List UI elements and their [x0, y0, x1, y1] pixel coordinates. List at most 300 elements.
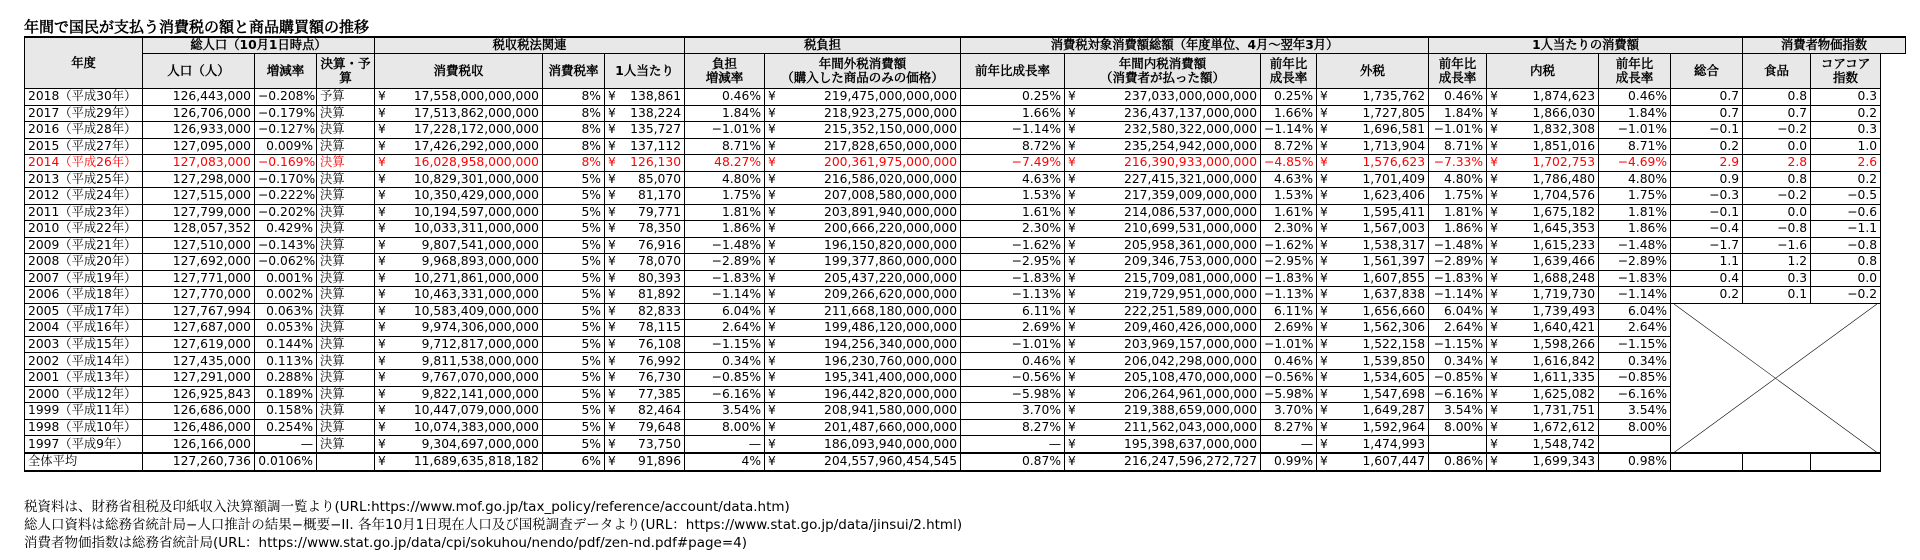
cell-exclusive-consumption	[765, 105, 961, 122]
cell-per-capita-exclusive-growth: 0.86%	[1429, 453, 1487, 471]
cell-per-capita-exclusive	[1317, 369, 1429, 386]
yen-symbol: ¥	[378, 89, 386, 104]
cell-value: 215,709,081,000,000	[1124, 270, 1258, 285]
cell-per-capita	[605, 436, 685, 453]
yen-symbol: ¥	[768, 403, 776, 418]
cell-exclusive-growth: 1.66%	[961, 105, 1065, 122]
yen-symbol: ¥	[1068, 320, 1076, 335]
cell-value: 17,513,862,000,000	[413, 105, 539, 120]
cell-burden-rate: 3.54%	[685, 403, 765, 420]
cell-cpi-food: 0.0	[1743, 204, 1811, 221]
table-row	[25, 188, 1906, 205]
cell-tax-rate: 5%	[543, 353, 605, 370]
cell-inclusive-growth: 1.66%	[1261, 105, 1317, 122]
cell-inclusive-growth: —	[1261, 436, 1317, 453]
cell-per-capita	[605, 155, 685, 172]
cell-tax-rate: 5%	[543, 419, 605, 436]
cell-inclusive-consumption	[1065, 287, 1261, 304]
yen-symbol: ¥	[1490, 370, 1498, 385]
cell-year: 2005（平成17年）	[25, 303, 143, 320]
cell-value: 10,350,429,000,000	[413, 188, 539, 203]
cell-per-capita	[605, 221, 685, 238]
cell-exclusive-consumption	[765, 122, 961, 139]
yen-symbol: ¥	[378, 320, 386, 335]
cell-inclusive-growth: 8.27%	[1261, 419, 1317, 436]
yen-symbol: ¥	[1490, 122, 1498, 137]
cell-cpi-total: 0.9	[1671, 171, 1743, 188]
cell-per-capita-exclusive-growth: 1.84%	[1429, 105, 1487, 122]
cell-per-capita	[605, 237, 685, 254]
cell-value: 1,539,850	[1362, 353, 1426, 368]
yen-symbol: ¥	[1068, 89, 1076, 104]
cell-tax-revenue	[375, 237, 543, 254]
cell-burden-rate: 0.46%	[685, 89, 765, 106]
cell-value: 1,656,660	[1362, 303, 1426, 318]
cell-inclusive-growth: 0.25%	[1261, 89, 1317, 106]
cell-value: 1,739,493	[1532, 303, 1596, 318]
cell-per-capita	[605, 287, 685, 304]
cell-per-capita-inclusive	[1487, 188, 1599, 205]
cell-population-rate: 0.254%	[255, 419, 317, 436]
cell-per-capita-exclusive-growth: −7.33%	[1429, 155, 1487, 172]
cell-exclusive-growth: 1.53%	[961, 188, 1065, 205]
cell-value: 10,583,409,000,000	[413, 303, 539, 318]
yen-symbol: ¥	[1490, 155, 1498, 170]
cell-inclusive-consumption	[1065, 320, 1261, 337]
cell-tax-revenue	[375, 403, 543, 420]
yen-symbol: ¥	[768, 254, 776, 269]
cell-year: 2013（平成25年）	[25, 171, 143, 188]
cell-tax-rate: 5%	[543, 171, 605, 188]
cell-inclusive-growth: 1.53%	[1261, 188, 1317, 205]
cell-value: 1,786,480	[1532, 171, 1596, 186]
yen-symbol: ¥	[768, 188, 776, 203]
yen-symbol: ¥	[768, 303, 776, 318]
cell-per-capita-exclusive	[1317, 287, 1429, 304]
cell-burden-rate: 6.04%	[685, 303, 765, 320]
cell-value: 227,415,321,000,000	[1124, 171, 1258, 186]
cell-value: 17,426,292,000,000	[413, 138, 539, 153]
cell-tax-rate: 5%	[543, 221, 605, 238]
cell-value: 10,033,311,000,000	[413, 221, 539, 236]
cell-settlement: 決算	[317, 287, 375, 304]
cell-per-capita-exclusive-growth: −0.85%	[1429, 369, 1487, 386]
cell-per-capita-inclusive-growth: 4.80%	[1599, 171, 1671, 188]
cell-population-rate: 0.001%	[255, 270, 317, 287]
cell-population-rate: 0.144%	[255, 336, 317, 353]
cell-tax-revenue	[375, 105, 543, 122]
cell-cpi-total: 0.4	[1671, 270, 1743, 287]
cell-value: 17,558,000,000,000	[413, 89, 539, 104]
column-header: 前年比 成長率	[1599, 54, 1671, 89]
cell-exclusive-consumption	[765, 436, 961, 453]
cell-per-capita-inclusive-growth: 1.75%	[1599, 188, 1671, 205]
cell-value: 9,822,141,000,000	[421, 386, 539, 401]
yen-symbol: ¥	[1320, 403, 1328, 418]
cell-exclusive-growth: 4.63%	[961, 171, 1065, 188]
yen-symbol: ¥	[608, 89, 616, 104]
table-row	[25, 353, 1906, 370]
cell-value: 205,958,361,000,000	[1124, 237, 1258, 252]
cell-cpi-total: 0.7	[1671, 89, 1743, 106]
cell-value: 217,828,650,000,000	[824, 138, 958, 153]
cell-population-rate: 0.158%	[255, 403, 317, 420]
cell-tax-revenue	[375, 353, 543, 370]
cell-value: 126,130	[630, 155, 682, 170]
cell-exclusive-consumption	[765, 419, 961, 436]
cell-value: 1,534,605	[1362, 370, 1426, 385]
na-cross-cell	[1671, 303, 1881, 453]
cell-population-rate: −0.170%	[255, 171, 317, 188]
cell-year: 2007（平成19年）	[25, 270, 143, 287]
cell-value: 1,701,409	[1362, 171, 1426, 186]
cell-per-capita-exclusive	[1317, 303, 1429, 320]
cell-tax-rate: 5%	[543, 436, 605, 453]
yen-symbol: ¥	[1068, 138, 1076, 153]
cell-inclusive-growth: 4.63%	[1261, 171, 1317, 188]
yen-symbol: ¥	[768, 237, 776, 252]
cell-population-rate: —	[255, 436, 317, 453]
column-header: 前年比 成長率	[1429, 54, 1487, 89]
cell-value: 236,437,137,000,000	[1124, 105, 1258, 120]
cell-empty	[1743, 453, 1811, 471]
cell-tax-revenue	[375, 270, 543, 287]
header-group: 1人当たりの消費額	[1429, 37, 1743, 54]
yen-symbol: ¥	[1068, 122, 1076, 137]
cell-population: 127,095,000	[143, 138, 255, 155]
cell-inclusive-growth: −1.62%	[1261, 237, 1317, 254]
yen-symbol: ¥	[378, 303, 386, 318]
cell-value: 11,689,635,818,182	[413, 454, 539, 469]
cell-burden-rate: 1.81%	[685, 204, 765, 221]
cell-cpi-core: −0.8	[1811, 237, 1881, 254]
table-row	[25, 155, 1906, 172]
cell-inclusive-consumption	[1065, 369, 1261, 386]
column-header: 消費税収	[375, 54, 543, 89]
column-header: 前年比 成長率	[1261, 54, 1317, 89]
cell-per-capita-exclusive	[1317, 403, 1429, 420]
cell-value: 1,699,343	[1532, 454, 1596, 469]
yen-symbol: ¥	[768, 138, 776, 153]
column-header: 決算・予算	[317, 54, 375, 89]
cell-value: 214,086,537,000,000	[1124, 204, 1258, 219]
yen-symbol: ¥	[1490, 337, 1498, 352]
cell-settlement	[317, 453, 375, 471]
cell-cpi-core: −0.5	[1811, 188, 1881, 205]
cell-population: 127,260,736	[143, 453, 255, 471]
table-row	[25, 105, 1906, 122]
cell-per-capita-inclusive	[1487, 254, 1599, 271]
cell-tax-rate: 8%	[543, 105, 605, 122]
cell-tax-revenue	[375, 369, 543, 386]
cell-cpi-food: 1.2	[1743, 254, 1811, 271]
cell-exclusive-growth: −1.83%	[961, 270, 1065, 287]
cell-tax-revenue	[375, 320, 543, 337]
cell-value: 1,688,248	[1532, 270, 1596, 285]
cell-value: 79,648	[638, 420, 682, 435]
column-header: 食品	[1743, 54, 1811, 89]
cell-tax-rate: 5%	[543, 320, 605, 337]
source-notes	[24, 498, 962, 552]
yen-symbol: ¥	[1490, 436, 1498, 451]
cell-tax-revenue	[375, 453, 543, 471]
cell-population: 126,686,000	[143, 403, 255, 420]
cell-value: 1,611,335	[1532, 370, 1596, 385]
yen-symbol: ¥	[1490, 105, 1498, 120]
cell-per-capita-inclusive	[1487, 122, 1599, 139]
cell-value: 203,891,940,000,000	[824, 204, 958, 219]
table-body	[25, 89, 1906, 471]
cell-per-capita-inclusive	[1487, 171, 1599, 188]
cell-value: 76,992	[638, 353, 682, 368]
yen-symbol: ¥	[1320, 122, 1328, 137]
cell-cpi-core: 0.8	[1811, 254, 1881, 271]
cell-inclusive-consumption	[1065, 122, 1261, 139]
cell-population: 126,443,000	[143, 89, 255, 106]
yen-symbol: ¥	[378, 204, 386, 219]
cell-inclusive-consumption	[1065, 436, 1261, 453]
cell-inclusive-consumption	[1065, 403, 1261, 420]
cell-exclusive-growth: −0.56%	[961, 369, 1065, 386]
cell-year: 2011（平成23年）	[25, 204, 143, 221]
yen-symbol: ¥	[1320, 138, 1328, 153]
cell-value: 209,346,753,000,000	[1124, 254, 1258, 269]
header-group: 税収税法関連	[375, 37, 685, 54]
cell-cpi-core: 2.6	[1811, 155, 1881, 172]
yen-symbol: ¥	[1490, 237, 1498, 252]
cell-settlement: 決算	[317, 122, 375, 139]
cell-value: 1,639,466	[1532, 254, 1596, 269]
cell-per-capita-inclusive	[1487, 237, 1599, 254]
cell-per-capita-inclusive-growth: −0.85%	[1599, 369, 1671, 386]
cell-cpi-total: −0.4	[1671, 221, 1743, 238]
cell-exclusive-consumption	[765, 237, 961, 254]
cell-settlement: 決算	[317, 105, 375, 122]
cell-per-capita-exclusive-growth: 1.81%	[1429, 204, 1487, 221]
cell-value: 186,093,940,000,000	[824, 436, 958, 451]
cell-population-rate: 0.009%	[255, 138, 317, 155]
cell-population: 127,291,000	[143, 369, 255, 386]
cell-per-capita-exclusive-growth: −6.16%	[1429, 386, 1487, 403]
cell-value: 196,230,760,000,000	[824, 353, 958, 368]
cell-value: 195,398,637,000,000	[1124, 436, 1258, 451]
cell-exclusive-growth: 0.25%	[961, 89, 1065, 106]
table-row	[25, 221, 1906, 238]
yen-symbol: ¥	[1068, 454, 1076, 469]
cell-value: 9,807,541,000,000	[421, 237, 539, 252]
cell-cpi-total: 0.2	[1671, 287, 1743, 304]
cell-exclusive-growth: −1.13%	[961, 287, 1065, 304]
yen-symbol: ¥	[1068, 403, 1076, 418]
yen-symbol: ¥	[768, 221, 776, 236]
yen-symbol: ¥	[378, 386, 386, 401]
cell-settlement: 決算	[317, 386, 375, 403]
cell-exclusive-consumption	[765, 336, 961, 353]
cell-per-capita-exclusive	[1317, 221, 1429, 238]
yen-symbol: ¥	[1490, 138, 1498, 153]
cell-tax-rate: 5%	[543, 204, 605, 221]
cell-inclusive-consumption	[1065, 270, 1261, 287]
cell-value: 1,640,421	[1532, 320, 1596, 335]
cell-exclusive-growth: −7.49%	[961, 155, 1065, 172]
cell-settlement: 決算	[317, 303, 375, 320]
cell-settlement: 決算	[317, 221, 375, 238]
yen-symbol: ¥	[768, 454, 776, 469]
yen-symbol: ¥	[1490, 303, 1498, 318]
cell-value: 216,586,020,000,000	[824, 171, 958, 186]
cell-value: 1,866,030	[1532, 105, 1596, 120]
column-header: 消費税率	[543, 54, 605, 89]
yen-symbol: ¥	[768, 436, 776, 451]
cell-per-capita-exclusive-growth: 2.64%	[1429, 320, 1487, 337]
cell-tax-rate: 5%	[543, 403, 605, 420]
yen-symbol: ¥	[608, 155, 616, 170]
cell-tax-revenue	[375, 171, 543, 188]
yen-symbol: ¥	[608, 171, 616, 186]
cell-value: 1,607,447	[1362, 454, 1426, 469]
cell-tax-revenue	[375, 122, 543, 139]
table-row	[25, 336, 1906, 353]
cell-tax-rate: 5%	[543, 303, 605, 320]
cell-value: 16,028,958,000,000	[413, 155, 539, 170]
cell-per-capita-inclusive-growth: −4.69%	[1599, 155, 1671, 172]
cell-inclusive-consumption	[1065, 386, 1261, 403]
cell-inclusive-consumption	[1065, 336, 1261, 353]
yen-symbol: ¥	[1068, 370, 1076, 385]
note-line: 税資料は、財務省租税及印紙収入決算額調一覧より(URL:https://www.mof.go.jp/tax_policy/reference/account/data.htm)	[24, 499, 790, 515]
yen-symbol: ¥	[768, 353, 776, 368]
cell-inclusive-growth: −4.85%	[1261, 155, 1317, 172]
yen-symbol: ¥	[1490, 320, 1498, 335]
cell-value: 1,547,698	[1362, 386, 1426, 401]
yen-symbol: ¥	[768, 105, 776, 120]
cell-inclusive-consumption	[1065, 221, 1261, 238]
cell-burden-rate: 1.84%	[685, 105, 765, 122]
yen-symbol: ¥	[378, 171, 386, 186]
yen-symbol: ¥	[768, 122, 776, 137]
cell-value: 79,771	[638, 204, 682, 219]
yen-symbol: ¥	[378, 337, 386, 352]
cell-tax-rate: 5%	[543, 369, 605, 386]
cell-exclusive-consumption	[765, 270, 961, 287]
yen-symbol: ¥	[1320, 105, 1328, 120]
cell-settlement: 決算	[317, 419, 375, 436]
cell-cpi-core: 1.0	[1811, 138, 1881, 155]
yen-symbol: ¥	[1490, 287, 1498, 302]
cell-per-capita-inclusive-growth: −1.01%	[1599, 122, 1671, 139]
cell-value: 219,729,951,000,000	[1124, 287, 1258, 302]
cell-cpi-total: −0.3	[1671, 188, 1743, 205]
yen-symbol: ¥	[1068, 155, 1076, 170]
cell-exclusive-growth: 3.70%	[961, 403, 1065, 420]
cell-exclusive-growth: 0.87%	[961, 453, 1065, 471]
cell-inclusive-consumption	[1065, 171, 1261, 188]
cell-exclusive-consumption	[765, 89, 961, 106]
cell-value: 9,712,817,000,000	[421, 337, 539, 352]
cell-per-capita-inclusive-growth: 0.34%	[1599, 353, 1671, 370]
cell-per-capita-exclusive	[1317, 204, 1429, 221]
cell-value: 137,112	[630, 138, 682, 153]
yen-symbol: ¥	[1068, 287, 1076, 302]
cell-cpi-food: −0.2	[1743, 122, 1811, 139]
cell-burden-rate: −1.83%	[685, 270, 765, 287]
cell-settlement: 決算	[317, 138, 375, 155]
yen-symbol: ¥	[1320, 188, 1328, 203]
cell-year: 1998（平成10年）	[25, 419, 143, 436]
cell-cpi-food: 0.8	[1743, 171, 1811, 188]
cell-inclusive-growth: 1.61%	[1261, 204, 1317, 221]
cell-value: 77,385	[638, 386, 682, 401]
cell-value: 1,727,805	[1362, 105, 1426, 120]
yen-symbol: ¥	[608, 287, 616, 302]
cell-per-capita-exclusive-growth: 8.71%	[1429, 138, 1487, 155]
cell-inclusive-consumption	[1065, 188, 1261, 205]
cell-per-capita	[605, 89, 685, 106]
yen-symbol: ¥	[1068, 188, 1076, 203]
cell-per-capita-exclusive	[1317, 419, 1429, 436]
cell-per-capita-exclusive	[1317, 254, 1429, 271]
cell-value: 211,668,180,000,000	[824, 303, 958, 318]
yen-symbol: ¥	[1320, 89, 1328, 104]
cell-settlement: 決算	[317, 188, 375, 205]
cell-year: 2010（平成22年）	[25, 221, 143, 238]
yen-symbol: ¥	[1320, 353, 1328, 368]
cell-per-capita-inclusive-growth: −1.15%	[1599, 336, 1671, 353]
cell-exclusive-consumption	[765, 188, 961, 205]
cell-population-rate: 0.053%	[255, 320, 317, 337]
cell-value: 81,892	[638, 287, 682, 302]
cell-per-capita-inclusive	[1487, 89, 1599, 106]
cell-cpi-food: 2.8	[1743, 155, 1811, 172]
cell-per-capita-inclusive-growth: 1.84%	[1599, 105, 1671, 122]
cross-mark-icon	[1674, 304, 1877, 453]
column-header: 1人当たり	[605, 54, 685, 89]
cell-per-capita-inclusive	[1487, 138, 1599, 155]
cell-exclusive-growth: −1.62%	[961, 237, 1065, 254]
cell-per-capita-exclusive-growth: 0.46%	[1429, 89, 1487, 106]
cell-exclusive-consumption	[765, 403, 961, 420]
cell-population-rate: 0.0106%	[255, 453, 317, 471]
cell-population-rate: 0.189%	[255, 386, 317, 403]
note-line: 消費者物価指数は総務省統計局(URL：https://www.stat.go.jp/data/cpi/sokuhou/nendo/pdf/zen-nd.pdf#page=4)	[24, 535, 748, 551]
cell-tax-rate: 8%	[543, 122, 605, 139]
yen-symbol: ¥	[1490, 454, 1498, 469]
cell-per-capita-inclusive-growth: 8.00%	[1599, 419, 1671, 436]
cell-tax-rate: 5%	[543, 270, 605, 287]
cell-inclusive-consumption	[1065, 155, 1261, 172]
yen-symbol: ¥	[1320, 320, 1328, 335]
cell-value: 73,750	[638, 436, 682, 451]
cell-exclusive-growth: 2.69%	[961, 320, 1065, 337]
table-row	[25, 254, 1906, 271]
cell-per-capita-inclusive-growth: 3.54%	[1599, 403, 1671, 420]
cell-year: 2008（平成20年）	[25, 254, 143, 271]
yen-symbol: ¥	[378, 105, 386, 120]
note-line: 総人口資料は総務省統計局−人口推計の結果−概要−II. 各年10月1日現在人口及び国税調査データより(URL：https://www.stat.go.jp/data/jinsui/2.html)	[24, 517, 963, 533]
yen-symbol: ¥	[1490, 353, 1498, 368]
cell-tax-revenue	[375, 89, 543, 106]
cell-tax-revenue	[375, 188, 543, 205]
cell-population: 127,770,000	[143, 287, 255, 304]
cell-value: 1,645,353	[1532, 221, 1596, 236]
cell-inclusive-growth: 6.11%	[1261, 303, 1317, 320]
yen-symbol: ¥	[1068, 171, 1076, 186]
cell-settlement: 決算	[317, 369, 375, 386]
yen-symbol: ¥	[768, 337, 776, 352]
yen-symbol: ¥	[1068, 221, 1076, 236]
cell-value: 206,042,298,000,000	[1124, 353, 1258, 368]
cell-exclusive-consumption	[765, 171, 961, 188]
